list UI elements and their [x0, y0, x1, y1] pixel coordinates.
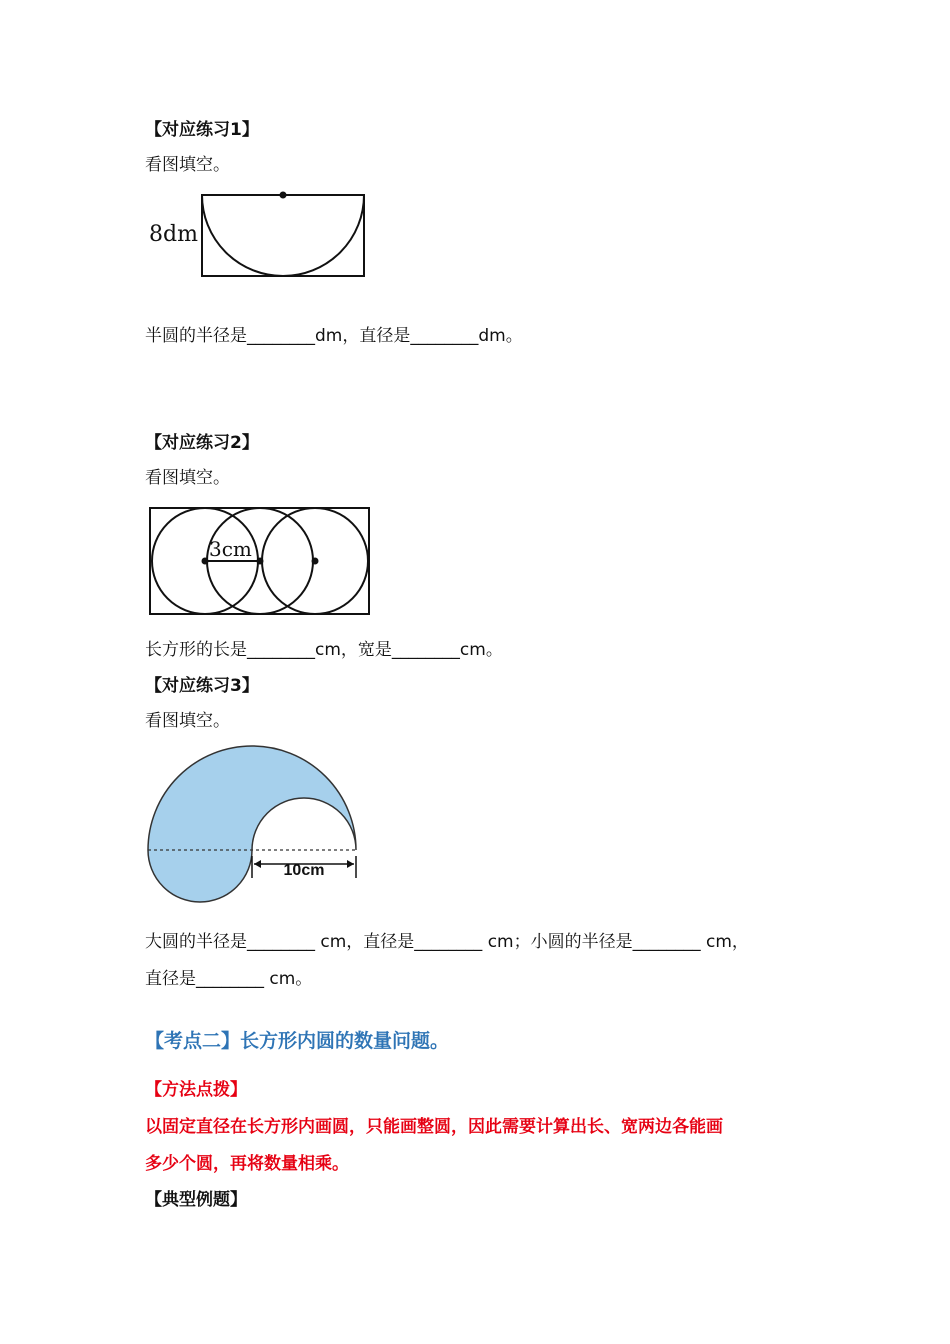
exercise2-title: 【对应练习2】: [145, 433, 259, 453]
exercise1-figure: [140, 185, 380, 285]
method-text-line1: 以固定直径在长方形内画圆，只能画整圆，因此需要计算出长、宽两边各能画: [145, 1117, 723, 1137]
exercise3-question-line2: 直径是________ cm。: [145, 969, 313, 989]
exercise2-question: 长方形的长是________cm，宽是________cm。: [145, 640, 503, 660]
exercise1-instruction: 看图填空。: [145, 155, 230, 175]
method-title: 【方法点拨】: [145, 1080, 247, 1100]
center-dot: [280, 192, 287, 199]
arrowhead-right: [347, 860, 354, 868]
center-dot-middle: [257, 558, 264, 565]
example-title: 【典型例题】: [145, 1190, 247, 1210]
figure-label-3cm: 3cm: [209, 537, 252, 561]
method-text-line2: 多少个圆，再将数量相乘。: [145, 1154, 349, 1174]
rectangle: [202, 195, 364, 276]
exercise1-title: 【对应练习1】: [145, 120, 259, 140]
exercise3-question-line1: 大圆的半径是________ cm，直径是________ cm；小圆的半径是________ cm，: [145, 932, 749, 952]
section-heading: 【考点二】长方形内圆的数量问题。: [145, 1030, 450, 1052]
exercise3-instruction: 看图填空。: [145, 711, 230, 731]
arrowhead-left: [254, 860, 261, 868]
shaded-region: [148, 746, 356, 902]
center-dot-right: [312, 558, 319, 565]
figure-label-10cm: 10cm: [283, 862, 325, 879]
exercise3-figure: [140, 740, 370, 910]
exercise1-question: 半圆的半径是________dm，直径是________dm。: [145, 326, 523, 346]
exercise2-figure: [140, 500, 380, 625]
center-dot-left: [202, 558, 209, 565]
exercise3-title: 【对应练习3】: [145, 676, 259, 696]
figure-label-8dm: 8dm: [149, 222, 198, 247]
semicircle-arc: [202, 195, 364, 276]
exercise2-instruction: 看图填空。: [145, 468, 230, 488]
